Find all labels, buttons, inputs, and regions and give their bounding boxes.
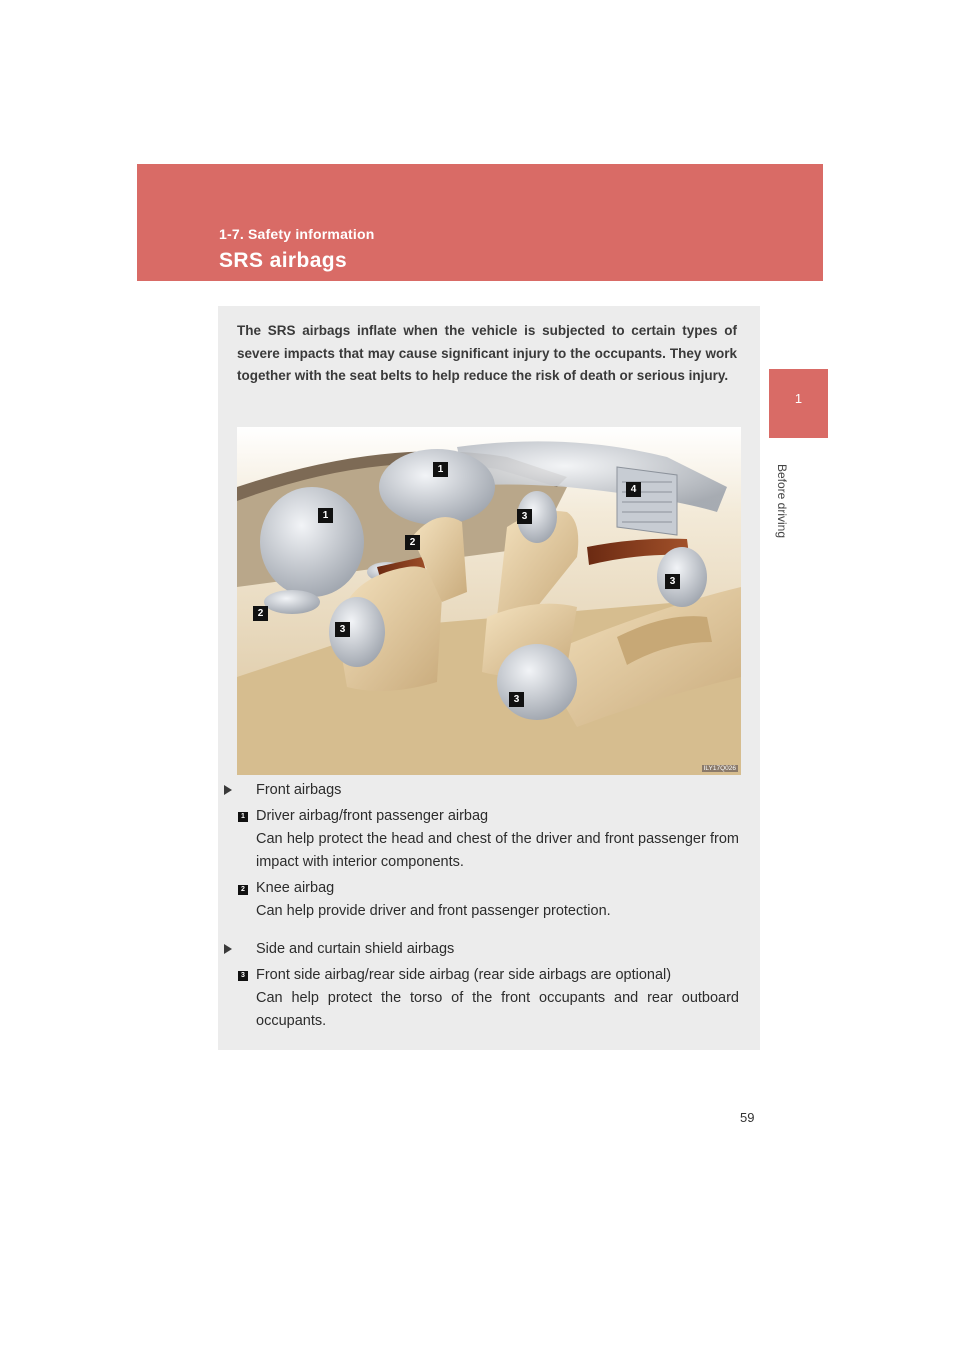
page-title: SRS airbags (219, 249, 348, 272)
callout-3d: 3 (509, 692, 524, 707)
airbag-illustration (237, 427, 741, 775)
item-2-title: Knee airbag (256, 880, 335, 896)
callout-1b: 1 (318, 508, 333, 523)
callout-4: 4 (626, 482, 641, 497)
callout-3c: 3 (335, 622, 350, 637)
page-number: 59 (740, 1110, 755, 1125)
arrow-bullet-icon (224, 944, 232, 954)
chapter-number: 1 (794, 391, 803, 406)
chapter-tab[interactable] (769, 369, 828, 438)
item-3-description: Can help protect the torso of the front occupants and rear outboard occupants. (256, 990, 739, 1029)
item-2-description: Can help provide driver and front passenger protection. (256, 903, 611, 919)
callout-2b: 2 (253, 606, 268, 621)
car-interior-drawing (237, 427, 741, 775)
chapter-title-wrap (771, 450, 791, 560)
item-1-description: Can help protect the head and chest of the driver and front passenger from impact with interior components. (256, 831, 739, 870)
content-box (218, 306, 760, 1050)
section-label: 1-7. Safety information (219, 226, 375, 242)
chapter-title: Before driving (775, 463, 789, 539)
callout-1a: 1 (433, 462, 448, 477)
number-1-icon: 1 (238, 812, 248, 822)
number-2-icon: 2 (238, 885, 248, 895)
intro-text: The SRS airbags inflate when the vehicle is subjected to certain types of severe impacts that may cause significant injury to the occupants. They work together with the seat belts to help reduce the risk of death or serious injury. (237, 323, 737, 383)
item-1-title: Driver airbag/front passenger airbag (256, 808, 489, 824)
item-3-title: Front side airbag/rear side airbag (rear side airbags are optional) (256, 967, 672, 983)
figure-code: ILY17Q026 (703, 765, 736, 772)
group-heading-front-airbags: Front airbags (256, 782, 342, 798)
callout-2a: 2 (405, 535, 420, 550)
arrow-bullet-icon (224, 785, 232, 795)
number-3-icon: 3 (238, 971, 248, 981)
callout-3a: 3 (517, 509, 532, 524)
group-heading-side-airbags: Side and curtain shield airbags (256, 941, 455, 957)
header-band (137, 164, 823, 281)
callout-3b: 3 (665, 574, 680, 589)
